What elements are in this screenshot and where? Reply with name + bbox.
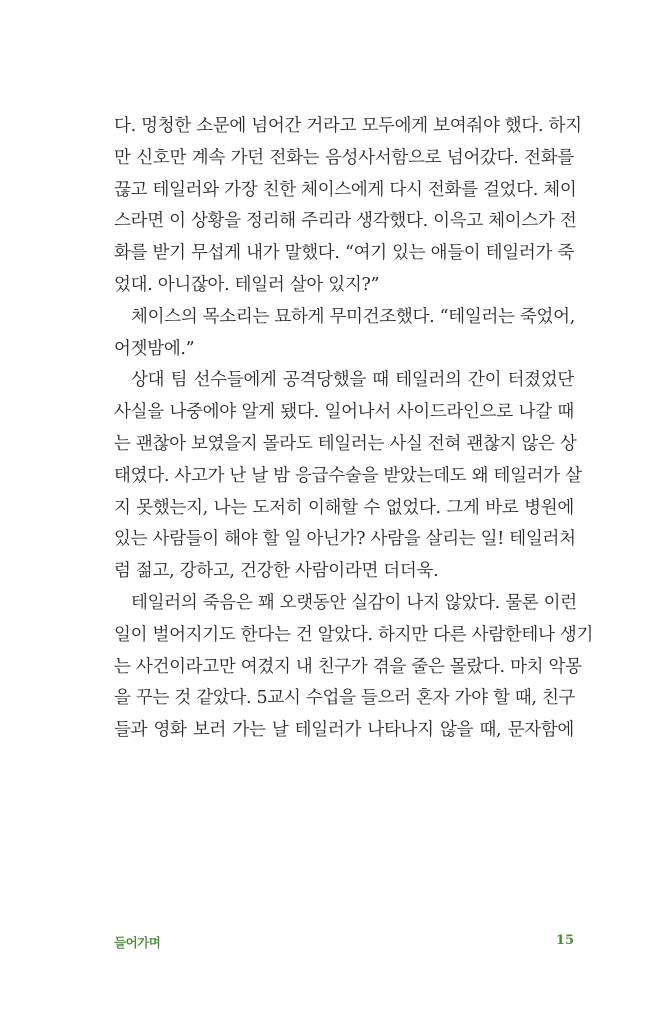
- text-line: 화를 받기 무섭게 내가 말했다. “여기 있는 애들이 테일러가 죽: [114, 243, 574, 264]
- text-line: 있는 사람들이 해야 할 일 아닌가? 사람을 살리는 일! 테일러처: [114, 529, 576, 550]
- text-line: 다. 멍청한 소문에 넘어간 거라고 모두에게 보여줘야 했다. 하지: [114, 116, 582, 136]
- text-line: 테일러의 죽음은 꽤 오랫동안 실감이 나지 않았다. 물론 이런: [131, 592, 577, 613]
- text-line: 상대 팀 선수들에게 공격당했을 때 테일러의 간이 터졌었단: [131, 370, 574, 391]
- text-line: 럼 젊고, 강하고, 건강한 사람이라면 더더욱.: [114, 561, 439, 582]
- text-line: 사실을 나중에야 알게 됐다. 일어나서 사이드라인으로 나갈 때: [114, 402, 574, 423]
- text-line: 태였다. 사고가 난 날 밤 응급수술을 받았는데도 왜 테일러가 살: [114, 465, 582, 486]
- page-footer: [114, 933, 574, 953]
- text-line: 만 신호만 계속 가던 전화는 음성사서함으로 넘어갔다. 전화를: [114, 147, 574, 168]
- text-line: 어젯밤에.”: [114, 338, 195, 359]
- text-line: 는 괜찮아 보였을지 몰라도 테일러는 사실 전혀 괜찮지 않은 상: [114, 433, 577, 454]
- text-line: 는 사건이라고만 여겼지 내 친구가 겪을 줄은 몰랐다. 마치 악몽: [114, 656, 582, 677]
- page-number: 15: [555, 933, 574, 948]
- text-line: 체이스의 목소리는 묘하게 무미건조했다. “테일러는 죽었어,: [131, 306, 576, 327]
- text-line: 을 꾸는 것 같았다. 5교시 수업을 들으러 혼자 가야 할 때, 친구: [114, 688, 576, 709]
- body-text: [114, 111, 594, 747]
- text-line: 일이 벌어지기도 한다는 건 알았다. 하지만 다른 사람한테나 생기: [114, 624, 594, 645]
- text-line: 지 못했는지, 나는 도저히 이해할 수 없었다. 그게 바로 병원에: [114, 497, 574, 518]
- text-line: 들과 영화 보러 가는 날 테일러가 나타나지 않을 때, 문자함에: [114, 720, 574, 741]
- text-line: 끊고 테일러와 가장 친한 체이스에게 다시 전화를 걸었다. 체이: [114, 179, 577, 200]
- text-line: 스라면 이 상황을 정리해 주리라 생각했다. 이윽고 체이스가 전: [114, 211, 577, 232]
- running-footer-section-title: 들어가며: [114, 935, 161, 950]
- text-line: 었대. 아니잖아. 테일러 살아 있지?”: [114, 274, 380, 295]
